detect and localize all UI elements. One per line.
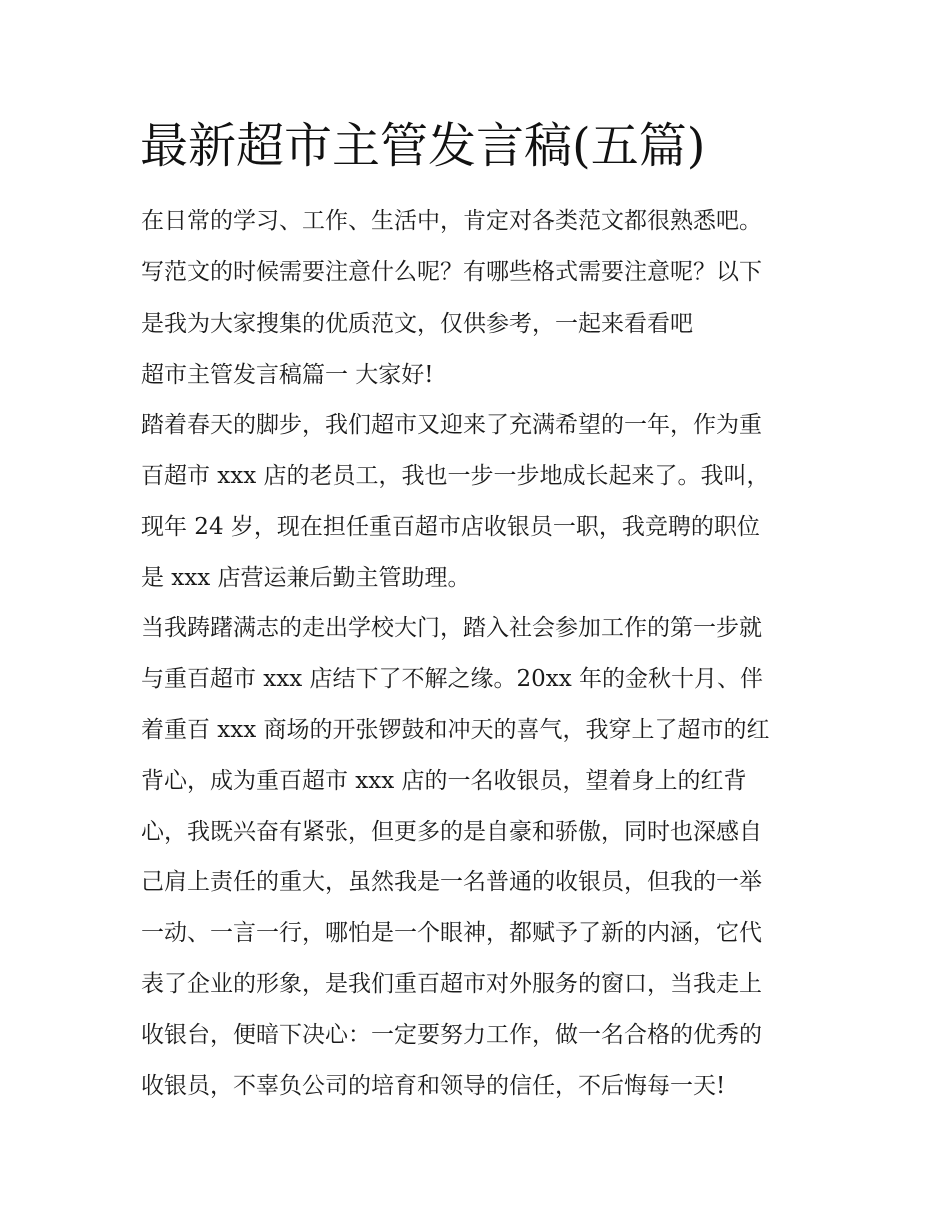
text-line: 收银台，便暗下决心：一定要努力工作，做一名合格的优秀的 [141,1022,762,1048]
text-line: 心，我既兴奋有紧张，但更多的是自豪和骄傲，同时也深感自 [141,819,762,845]
text-line: 表了企业的形象，是我们重百超市对外服务的窗口，当我走上 [141,971,762,997]
text-line: 收银员，不辜负公司的培育和领导的信任，不后悔每一天! [141,1073,726,1099]
section-heading: 超市主管发言稿篇一 大家好! [141,362,434,388]
text-line: 与重百超市 xxx 店结下了不解之缘。20xx 年的金秋十月、伴 [141,666,764,692]
text-line: 着重百 xxx 商场的开张锣鼓和冲天的喜气，我穿上了超市的红 [141,717,770,743]
text-line: 现年 24 岁，现在担任重百超市店收银员一职，我竞聘的职位 [141,514,760,540]
text-line: 当我踌躇满志的走出学校大门，踏入社会参加工作的第一步就 [141,615,762,641]
document-title: 最新超市主管发言稿(五篇) [140,118,706,174]
text-line: 己肩上责任的重大，虽然我是一名普通的收银员，但我的一举 [141,869,762,895]
text-line: 背心，成为重百超市 xxx 店的一名收银员，望着身上的红背 [141,768,747,794]
text-line: 一动、一言一行，哪怕是一个眼神，都赋予了新的内涵，它代 [141,920,762,946]
text-line: 踏着春天的脚步，我们超市又迎来了充满希望的一年，作为重 [141,412,762,438]
text-line: 在日常的学习、工作、生活中，肯定对各类范文都很熟悉吧。 [141,208,762,234]
text-line: 百超市 xxx 店的老员工，我也一步一步地成长起来了。我叫， [141,463,770,489]
text-line: 是我为大家搜集的优质范文，仅供参考，一起来看看吧 [141,311,693,337]
text-line: 写范文的时候需要注意什么呢？有哪些格式需要注意呢？以下 [141,259,762,285]
text-line: 是 xxx 店营运兼后勤主管助理。 [141,565,471,591]
